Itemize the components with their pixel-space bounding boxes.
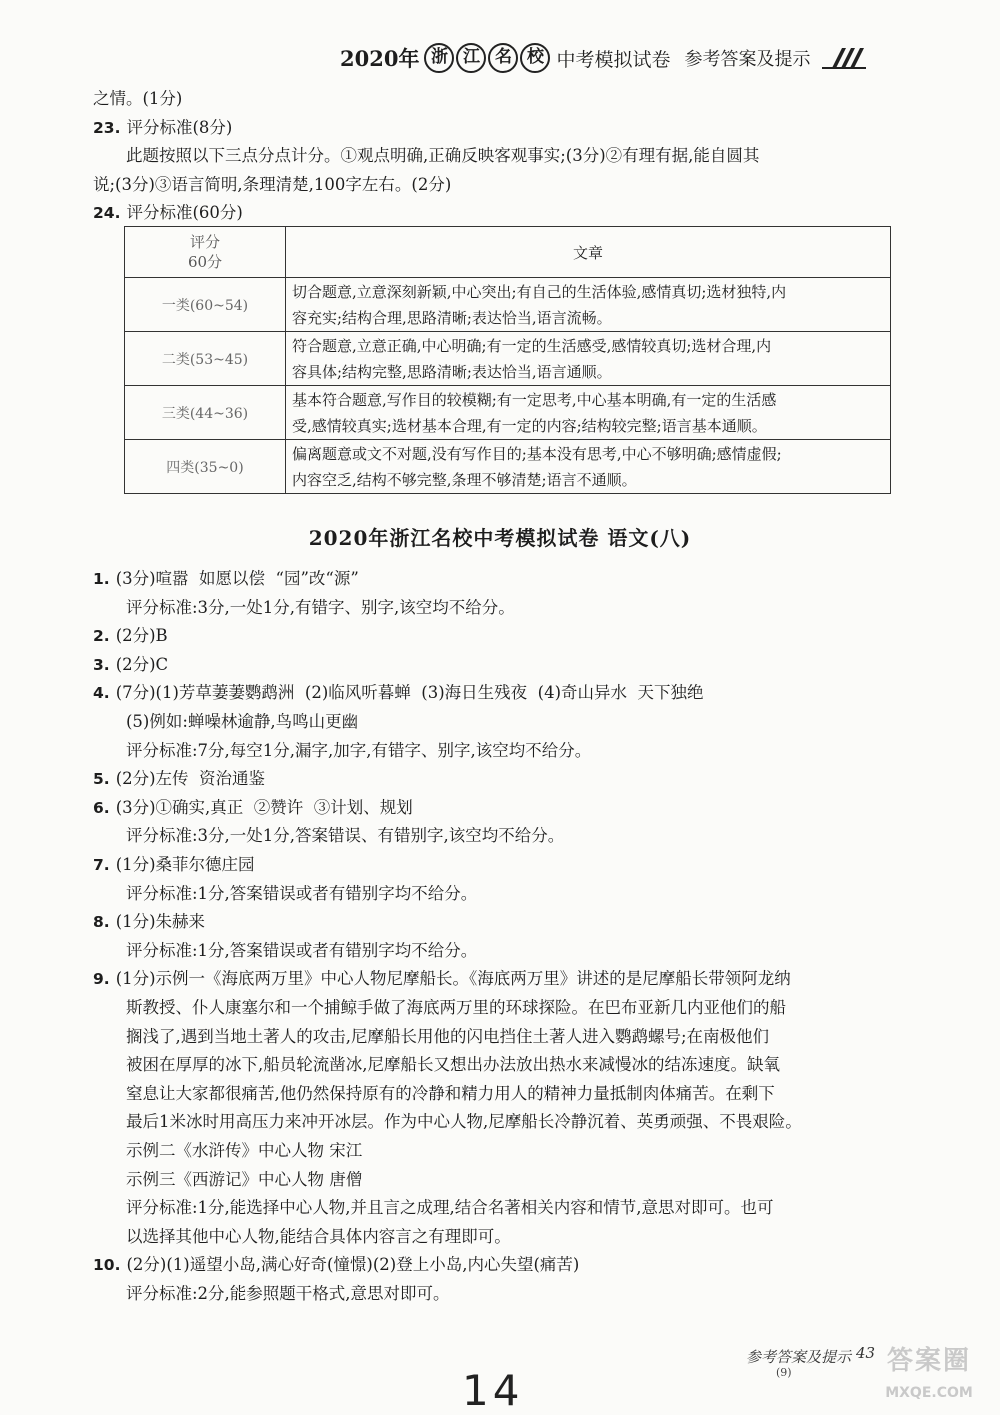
page-number-sub: (9) <box>776 1366 792 1379</box>
answer-line <box>126 1197 936 1219</box>
question-line <box>93 202 903 224</box>
question-number: 8. <box>93 913 110 932</box>
header-title: 中考模拟试卷 <box>556 48 671 71</box>
answer-line <box>126 1226 936 1248</box>
answer-line <box>126 1111 936 1133</box>
line-text: (1分)朱赫来 <box>115 912 206 932</box>
line-text: (5)例如:蝉噪林逾静,鸟鸣山更幽 <box>126 712 359 731</box>
answer-line <box>93 174 903 196</box>
line-text: 评分标准:2分,能参照题干格式,意思对即可。 <box>126 1284 450 1303</box>
question-line <box>93 568 903 590</box>
watermark-logo <box>860 1340 998 1401</box>
header-year: 2020年 <box>340 46 420 71</box>
answer-line <box>126 997 936 1019</box>
line-text: 评分标准:1分,答案错误或者有错别字均不给分。 <box>126 883 478 903</box>
header-subtitle: 参考答案及提示 <box>684 49 811 70</box>
handwritten-page-number: 14 <box>462 1366 524 1415</box>
question-line <box>93 625 903 647</box>
line-text: 评分标准:1分,答案错误或者有错别字均不给分。 <box>126 940 478 960</box>
line-text: 斯教授、仆人康塞尔和一个捕鲸手做了海底两万里的环球探险。在巴布亚新几内亚他们的船 <box>126 998 786 1017</box>
line-text: (7分)(1)芳草萋萋鹦鹉洲 (2)临风听暮蝉 (3)海日生残夜 (4)奇山异水 天下独绝 <box>115 683 704 703</box>
question-number: 24. <box>93 204 121 222</box>
page-header <box>340 38 880 78</box>
table-row <box>125 332 891 386</box>
line-text: 最后1米冰时用高压力来冲开冰层。作为中心人物,尼摩船长冷静沉着、英勇顽强、不畏艰险。 <box>126 1112 802 1132</box>
answer-line <box>126 597 936 619</box>
question-line <box>93 117 903 139</box>
line-text: 评分标准:3分,一处1分,有错字、别字,该空均不给分。 <box>126 597 515 617</box>
answer-line <box>126 1140 936 1162</box>
line-text: (2分)(1)遥望小岛,满心好奇(憧憬)(2)登上小岛,内心失望(痛苦) <box>126 1255 580 1275</box>
question-line <box>93 911 903 933</box>
line-text: (2分)C <box>115 654 169 674</box>
question-number: 5. <box>93 770 110 789</box>
question-number: 9. <box>93 970 110 989</box>
table-header-score-total: 60分 <box>187 253 223 271</box>
line-text: (3分)喧嚣 如愿以偿 “园”改“源” <box>115 569 359 588</box>
answer-line <box>126 825 936 847</box>
answer-line <box>126 1169 936 1191</box>
table-row <box>125 386 891 440</box>
question-line <box>93 682 903 704</box>
answer-line <box>126 1054 936 1076</box>
answer-line <box>126 145 936 167</box>
line-text: 搁浅了,遇到当地土著人的攻击,尼摩船长用他的闪电挡住土著人进入鹦鹉螺号;在南极他们 <box>126 1026 770 1046</box>
answer-line <box>126 940 936 962</box>
line-text: (1分)桑菲尔德庄园 <box>115 855 255 874</box>
line-text: 评分标准(60分) <box>126 203 243 222</box>
section-title: 2020年浙江名校中考模拟试卷 语文(八) <box>308 526 692 550</box>
line-text: 评分标准:1分,能选择中心人物,并且言之成理,结合名著相关内容和情节,意思对即可。也可 <box>126 1198 774 1218</box>
line-text: 示例二《水浒传》中心人物 宋江 <box>126 1141 363 1160</box>
page-number: 43 <box>856 1344 876 1362</box>
question-line <box>93 654 903 676</box>
line-text: 此题按照以下三点分点计分。①观点明确,正确反映客观事实;(3分)②有理有据,能自圆其 <box>126 146 760 165</box>
answer-line <box>126 1026 936 1048</box>
question-line <box>93 1254 903 1276</box>
line-text: 示例三《西游记》中心人物 唐僧 <box>126 1169 363 1189</box>
answer-line <box>126 740 936 762</box>
table-cell-description: 偏离题意或文不对题,没有写作目的;基本没有思考,中心不够明确;感情虚假; 内容空乏,结构不够完整,条理不够清楚;语言不通顺。 <box>286 440 891 494</box>
line-text: 窒息让大家都很痛苦,他仍然保持原有的冷静和精力用人的精神力量抵制肉体痛苦。在剩下 <box>126 1083 775 1103</box>
question-line <box>93 968 903 990</box>
question-number: 1. <box>93 570 110 588</box>
answer-line <box>126 883 936 905</box>
header-slash-decoration-icon <box>822 47 868 69</box>
scoring-table <box>124 226 891 494</box>
question-line <box>93 854 903 876</box>
header-circled-char: 校 <box>520 43 550 73</box>
table-header-score-label: 评分 <box>189 233 220 251</box>
question-number: 23. <box>93 118 121 137</box>
table-row <box>125 278 891 332</box>
header-circled-char: 江 <box>456 43 486 73</box>
question-number: 2. <box>93 627 110 646</box>
watermark-url: MXQE.COM <box>885 1385 973 1401</box>
table-cell-description: 切合题意,立意深刻新颖,中心突出;有自己的生活体验,感情真切;选材独特,内 容充实;结构合理,思路清晰;表达恰当,语言流畅。 <box>286 278 891 332</box>
answer-line <box>93 88 903 110</box>
table-cell-category: 三类(44~36) <box>125 386 286 440</box>
line-text: 之情。(1分) <box>93 89 183 108</box>
table-header-row <box>125 227 891 278</box>
question-number: 4. <box>93 684 110 703</box>
line-text: 说;(3分)③语言简明,条理清楚,100字左右。(2分) <box>93 174 452 194</box>
answer-line <box>126 1083 936 1105</box>
table-row <box>125 440 891 494</box>
answer-line <box>126 1283 936 1305</box>
header-circled-char: 名 <box>488 43 518 73</box>
watermark-text: 答案圈 <box>886 1346 971 1376</box>
question-number: 3. <box>93 655 110 674</box>
line-text: 被困在厚厚的冰下,船员轮流凿冰,尼摩船长又想出办法放出热水来减慢冰的结冻速度。缺氧 <box>126 1055 780 1075</box>
answer-line <box>126 711 936 733</box>
line-text: (2分)左传 资治通鉴 <box>115 769 266 789</box>
line-text: (2分)B <box>115 626 168 646</box>
footer-label: 参考答案及提示 <box>746 1348 852 1366</box>
line-text: (3分)①确实,真正 ②赞许 ③计划、规划 <box>115 797 413 817</box>
question-number: 10. <box>93 1256 121 1275</box>
table-cell-category: 二类(53~45) <box>125 332 286 386</box>
table-cell-description: 符合题意,立意正确,中心明确;有一定的生活感受,感情较真切;选材合理,内 容具体;结构完整,思路清晰;表达恰当,语言通顺。 <box>286 332 891 386</box>
question-number: 6. <box>93 798 110 817</box>
line-text: 评分标准:3分,一处1分,答案错误、有错别字,该空均不给分。 <box>126 826 565 846</box>
line-text: 评分标准(8分) <box>126 117 233 137</box>
question-number: 7. <box>93 856 110 874</box>
table-header-score <box>125 227 286 278</box>
question-line <box>93 768 903 790</box>
table-header-article: 文章 <box>286 227 891 278</box>
line-text: (1分)示例一《海底两万里》中心人物尼摩船长。《海底两万里》讲述的是尼摩船长带领阿龙纳 <box>115 969 791 989</box>
line-text: 评分标准:7分,每空1分,漏字,加字,有错字、别字,该空均不给分。 <box>126 740 592 760</box>
table-cell-category: 四类(35~0) <box>125 440 286 494</box>
table-cell-description: 基本符合题意,写作目的较模糊;有一定思考,中心基本明确,有一定的生活感 受,感情较真实;选材基本合理,有一定的内容;结构较完整;语言基本通顺。 <box>286 386 891 440</box>
header-circled-char: 浙 <box>424 43 454 73</box>
line-text: 以选择其他中心人物,能结合具体内容言之有理即可。 <box>126 1226 511 1246</box>
table-cell-category: 一类(60~54) <box>125 278 286 332</box>
question-line <box>93 797 903 819</box>
